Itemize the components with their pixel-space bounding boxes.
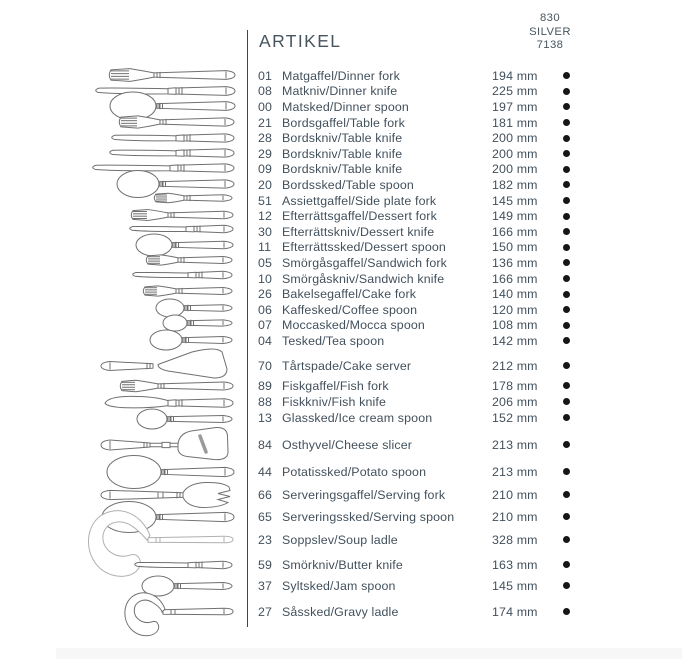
table-row	[248, 115, 588, 131]
article-length: 152 mm	[492, 410, 538, 425]
article-name: Tesked/Tea spoon	[282, 333, 385, 348]
article-length: 142 mm	[492, 333, 538, 348]
table-row	[248, 84, 588, 100]
article-name: Bordssked/Table spoon	[282, 177, 414, 192]
article-name: Serveringsgaffel/Serving fork	[282, 487, 446, 502]
article-code: 21	[258, 115, 273, 130]
article-name: Smörgåsgaffel/Sandwich fork	[282, 255, 447, 270]
availability-cell	[544, 119, 588, 126]
article-name: Glassked/Ice cream spoon	[282, 410, 433, 425]
article-name: Potatissked/Potato spoon	[282, 464, 427, 479]
article-code: 12	[258, 209, 273, 224]
availability-dot	[563, 306, 570, 313]
article-code: 59	[258, 557, 273, 572]
article-code: 23	[258, 532, 273, 547]
ice-cream-spoon-drawing	[137, 409, 232, 429]
article-name: Moccasked/Mocca spoon	[282, 318, 425, 333]
availability-dot	[563, 213, 570, 220]
availability-header-line: SILVER	[529, 25, 571, 38]
article-name: Efterrättssked/Dessert spoon	[282, 240, 446, 255]
table-row	[248, 394, 588, 410]
mocca-spoon-drawing	[163, 315, 232, 331]
article-length: 145 mm	[492, 193, 538, 208]
article-code: 66	[258, 487, 273, 502]
article-name: Efterrättsgaffel/Dessert fork	[282, 209, 437, 224]
article-length: 140 mm	[492, 287, 538, 302]
availability-dot	[563, 513, 570, 520]
sandwich-fork-drawing	[146, 255, 232, 265]
article-length: 145 mm	[492, 578, 538, 593]
availability-dot	[563, 244, 570, 251]
table-row	[248, 604, 588, 620]
article-name: Bordskniv/Table knife	[282, 131, 403, 146]
article-code: 05	[258, 255, 273, 270]
article-name: Syltsked/Jam spoon	[282, 578, 396, 593]
article-name: Efterrättskniv/Dessert knife	[282, 224, 435, 239]
article-name: Såssked/Gravy ladle	[282, 604, 399, 619]
availability-cell	[544, 197, 588, 204]
article-group	[248, 464, 588, 480]
table-spoon-drawing	[117, 171, 234, 198]
table-knife-drawing	[110, 149, 234, 157]
article-length: 200 mm	[492, 162, 538, 177]
article-code: 26	[258, 287, 273, 302]
table-row	[248, 487, 588, 503]
article-code: 29	[258, 146, 273, 161]
article-length: 174 mm	[492, 604, 538, 619]
table-row	[248, 532, 588, 548]
table-row	[248, 333, 588, 349]
availability-cell	[544, 468, 588, 475]
table-fork-drawing	[119, 116, 234, 128]
availability-cell	[544, 213, 588, 220]
availability-cell	[544, 536, 588, 543]
availability-cell	[544, 382, 588, 389]
coffee-spoon-drawing	[156, 299, 232, 317]
article-name: Bordskniv/Table knife	[282, 162, 403, 177]
article-group	[248, 509, 588, 525]
availability-dot	[563, 88, 570, 95]
availability-cell	[544, 561, 588, 568]
article-code: 09	[258, 162, 273, 177]
table-row	[248, 302, 588, 318]
table-row	[248, 99, 588, 115]
availability-dot	[563, 275, 570, 282]
cheese-slicer-drawing	[101, 427, 228, 459]
table-row	[248, 130, 588, 146]
availability-cell	[544, 166, 588, 173]
availability-dot	[563, 291, 570, 298]
table-knife-drawing	[112, 134, 234, 142]
availability-cell	[544, 259, 588, 266]
article-length: 181 mm	[492, 115, 538, 130]
article-length: 210 mm	[492, 509, 538, 524]
page-title: ARTIKEL	[259, 31, 342, 51]
availability-dot	[563, 468, 570, 475]
availability-cell	[544, 398, 588, 405]
availability-dot	[563, 382, 570, 389]
article-name: Bordsgaffel/Table fork	[282, 115, 405, 130]
availability-cell	[544, 244, 588, 251]
table-row	[248, 177, 588, 193]
article-length: 194 mm	[492, 68, 538, 83]
article-name: Matsked/Dinner spoon	[282, 99, 409, 114]
availability-dot	[563, 362, 570, 369]
article-code: 11	[258, 240, 272, 255]
page-edge-shading	[56, 648, 682, 659]
table-row	[248, 255, 588, 271]
article-group	[248, 557, 588, 573]
availability-dot	[563, 322, 570, 329]
table-row	[248, 146, 588, 162]
article-length: 108 mm	[492, 318, 538, 333]
article-length: 213 mm	[492, 464, 538, 479]
availability-header-line: 7138	[536, 39, 564, 51]
article-code: 06	[258, 302, 273, 317]
article-name: Osthyvel/Cheese slicer	[282, 437, 413, 452]
article-group	[248, 604, 588, 620]
article-name: Smörgåskniv/Sandwich knife	[282, 271, 445, 286]
article-code: 30	[258, 224, 273, 239]
availability-header-line: 830	[539, 12, 561, 24]
table-row	[248, 358, 588, 374]
article-code: 07	[258, 318, 273, 333]
article-length: 182 mm	[492, 177, 538, 192]
article-code: 10	[258, 271, 273, 286]
sandwich-knife-drawing	[133, 271, 232, 278]
table-row	[248, 557, 588, 573]
jam-spoon-drawing	[142, 576, 232, 596]
article-code: 13	[258, 410, 273, 425]
article-name: Matkniv/Dinner knife	[282, 84, 398, 99]
article-group	[248, 437, 588, 453]
availability-dot	[563, 582, 570, 589]
availability-cell	[544, 306, 588, 313]
availability-dot	[563, 259, 570, 266]
availability-cell	[544, 582, 588, 589]
availability-dot	[563, 441, 570, 448]
article-length: 120 mm	[492, 302, 538, 317]
article-name: Bakelsegaffel/Cake fork	[282, 287, 417, 302]
dinner-fork-drawing	[109, 69, 235, 82]
table-row	[248, 271, 588, 287]
article-length: 149 mm	[492, 209, 538, 224]
availability-dot	[563, 166, 570, 173]
cake-fork-drawing	[143, 286, 232, 296]
availability-cell	[544, 150, 588, 157]
article-length: 166 mm	[492, 271, 538, 286]
article-code: 00	[258, 99, 273, 114]
availability-cell	[544, 491, 588, 498]
article-length: 210 mm	[492, 487, 538, 502]
article-group	[248, 378, 588, 426]
article-code: 89	[258, 378, 273, 393]
table-row	[248, 162, 588, 178]
table-row	[248, 410, 588, 426]
availability-dot	[563, 72, 570, 79]
article-code: 08	[258, 84, 273, 99]
article-length: 178 mm	[492, 378, 538, 393]
article-code: 65	[258, 509, 273, 524]
table-row	[248, 378, 588, 394]
article-length: 225 mm	[492, 84, 538, 99]
availability-cell	[544, 275, 588, 282]
availability-dot	[563, 536, 570, 543]
article-code: 70	[258, 358, 273, 373]
dinner-spoon-drawing	[110, 92, 235, 120]
article-code: 04	[258, 333, 273, 348]
article-table	[248, 68, 588, 620]
article-code: 27	[258, 604, 273, 619]
table-row	[248, 286, 588, 302]
table-row	[248, 193, 588, 209]
table-row	[248, 318, 588, 334]
article-length: 166 mm	[492, 224, 538, 239]
article-length: 328 mm	[492, 532, 538, 547]
article-group	[248, 358, 588, 374]
article-length: 136 mm	[492, 255, 538, 270]
article-name: Fiskkniv/Fish knife	[282, 394, 387, 409]
tea-spoon-drawing	[150, 330, 232, 350]
gravy-ladle-drawing	[125, 593, 233, 636]
cake-server-drawing	[101, 349, 227, 378]
availability-dot	[563, 150, 570, 157]
article-group	[248, 578, 588, 594]
article-code: 51	[258, 193, 273, 208]
availability-dot	[563, 414, 570, 421]
availability-dot	[563, 197, 570, 204]
availability-dot	[563, 135, 570, 142]
article-name: Smörkniv/Butter knife	[282, 557, 403, 572]
availability-column-header	[516, 12, 584, 53]
availability-dot	[563, 398, 570, 405]
article-name: Kaffesked/Coffee spoon	[282, 302, 418, 317]
article-group	[248, 532, 588, 548]
availability-cell	[544, 228, 588, 235]
butter-knife-drawing	[135, 561, 232, 568]
table-row	[248, 578, 588, 594]
fish-fork-drawing	[120, 380, 233, 392]
article-group	[248, 68, 588, 349]
table-row	[248, 68, 588, 84]
article-length: 150 mm	[492, 240, 538, 255]
availability-dot	[563, 561, 570, 568]
table-row	[248, 437, 588, 453]
availability-cell	[544, 322, 588, 329]
availability-cell	[544, 608, 588, 615]
dinner-knife-drawing	[96, 87, 235, 96]
article-code: 88	[258, 394, 273, 409]
table-row	[248, 240, 588, 256]
article-name: Serveringssked/Serving spoon	[282, 509, 455, 524]
availability-dot	[563, 119, 570, 126]
availability-cell	[544, 88, 588, 95]
article-name: Bordskniv/Table knife	[282, 146, 403, 161]
availability-cell	[544, 441, 588, 448]
table-row	[248, 464, 588, 480]
article-name: Soppslev/Soup ladle	[282, 532, 398, 547]
table-row	[248, 509, 588, 525]
article-code: 20	[258, 177, 273, 192]
article-code: 28	[258, 131, 273, 146]
article-code: 84	[258, 437, 273, 452]
article-length: 200 mm	[492, 131, 538, 146]
article-name: Assiettgaffel/Side plate fork	[282, 193, 437, 208]
article-length: 213 mm	[492, 437, 538, 452]
table-knife-drawing	[93, 164, 234, 172]
availability-cell	[544, 103, 588, 110]
article-length: 197 mm	[492, 99, 538, 114]
availability-dot	[563, 608, 570, 615]
cutlery-illustrations	[0, 0, 250, 659]
dessert-fork-drawing	[131, 210, 233, 221]
article-length: 200 mm	[492, 146, 538, 161]
table-row	[248, 208, 588, 224]
availability-cell	[544, 181, 588, 188]
article-name: Fiskgaffel/Fish fork	[282, 378, 389, 393]
dessert-knife-drawing	[130, 225, 233, 232]
article-name: Matgaffel/Dinner fork	[282, 68, 400, 83]
side-plate-fork-drawing	[154, 193, 232, 203]
availability-cell	[544, 513, 588, 520]
article-length: 206 mm	[492, 394, 538, 409]
article-name: Tårtspade/Cake server	[282, 358, 412, 373]
article-length: 212 mm	[492, 358, 538, 373]
dessert-spoon-drawing	[136, 234, 233, 256]
table-row	[248, 224, 588, 240]
fish-knife-drawing	[105, 396, 233, 407]
article-length: 163 mm	[492, 557, 538, 572]
availability-cell	[544, 414, 588, 421]
availability-dot	[563, 103, 570, 110]
availability-dot	[563, 228, 570, 235]
availability-dot	[563, 181, 570, 188]
availability-cell	[544, 72, 588, 79]
availability-cell	[544, 135, 588, 142]
article-code: 44	[258, 464, 273, 479]
availability-cell	[544, 362, 588, 369]
article-code: 37	[258, 578, 273, 593]
availability-dot	[563, 337, 570, 344]
availability-dot	[563, 491, 570, 498]
availability-cell	[544, 337, 588, 344]
availability-cell	[544, 291, 588, 298]
article-code: 01	[258, 68, 273, 83]
article-group	[248, 487, 588, 503]
